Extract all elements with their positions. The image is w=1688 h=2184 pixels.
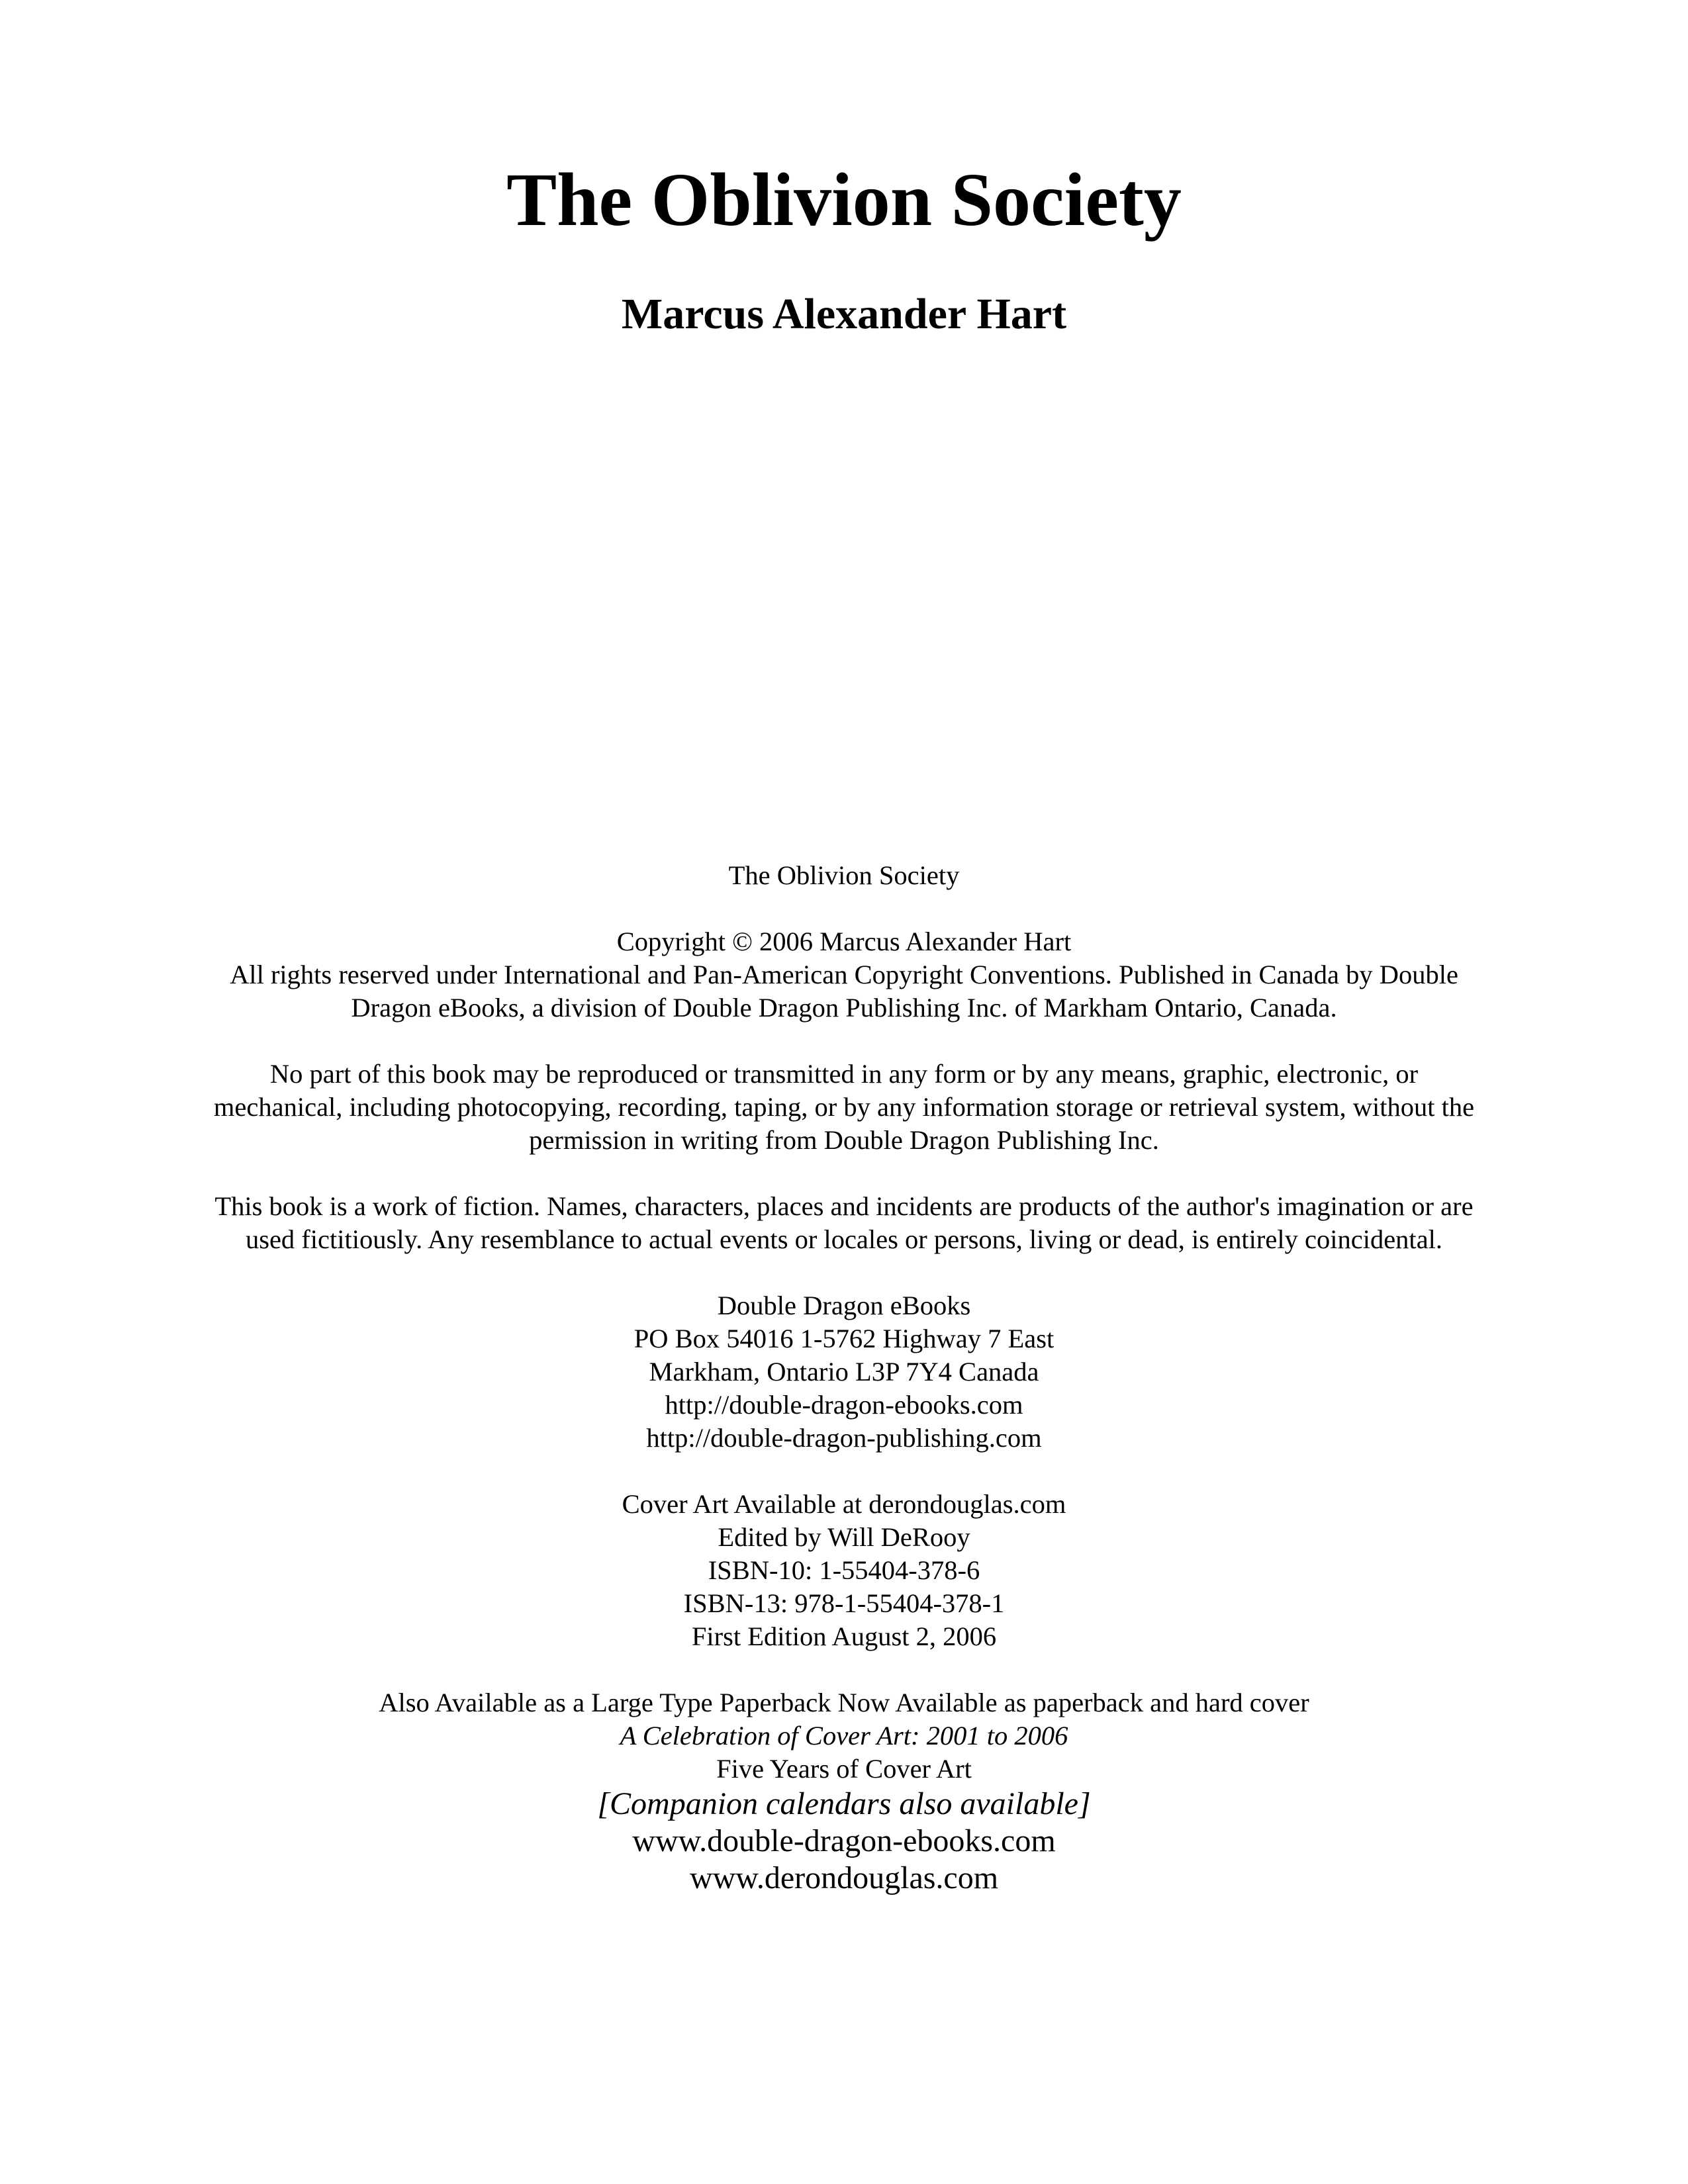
celebration-title: A Celebration of Cover Art: 2001 to 2006 — [620, 1721, 1068, 1751]
cover-art-credit: Cover Art Available at derondouglas.com — [622, 1489, 1066, 1519]
publisher-info — [159, 1289, 1529, 1455]
reproduction-line: mechanical, including photocopying, recording, taping, or by any information storage or retrieval system, without the — [213, 1092, 1475, 1122]
fiction-disclaimer — [159, 1190, 1529, 1256]
publisher-url: http://double-dragon-ebooks.com — [665, 1390, 1023, 1420]
isbn-13: ISBN-13: 978-1-55404-378-1 — [683, 1588, 1005, 1618]
rights-line: Dragon eBooks, a division of Double Dragon Publishing Inc. of Markham Ontario, Canada. — [351, 993, 1337, 1023]
publisher-address: Markham, Ontario L3P 7Y4 Canada — [649, 1357, 1039, 1387]
book-author: Marcus Alexander Hart — [621, 290, 1067, 338]
copyright-block — [159, 859, 1529, 1897]
copyright-book-title: The Oblivion Society — [728, 860, 960, 890]
edition-date: First Edition August 2, 2006 — [691, 1621, 997, 1651]
editor-credit: Edited by Will DeRooy — [718, 1522, 970, 1552]
rights-line: All rights reserved under International and Pan-American Copyright Conventions. Published in Canada by Double — [230, 960, 1458, 989]
also-available-line: Also Available as a Large Type Paperback Now Available as paperback and hard cover — [379, 1688, 1309, 1717]
also-available — [159, 1686, 1529, 1897]
fiction-line: This book is a work of fiction. Names, characters, places and incidents are products of the author's imagination or are — [214, 1191, 1474, 1221]
book-title: The Oblivion Society — [506, 158, 1182, 242]
reproduction-line: permission in writing from Double Dragon Publishing Inc. — [529, 1125, 1159, 1155]
website-link: www.double-dragon-ebooks.com — [632, 1823, 1056, 1858]
five-years-line: Five Years of Cover Art — [716, 1754, 972, 1784]
isbn-10: ISBN-10: 1-55404-378-6 — [708, 1555, 980, 1585]
publisher-address: PO Box 54016 1-5762 Highway 7 East — [633, 1324, 1055, 1353]
rights-paragraph — [159, 925, 1529, 1024]
edition-info — [159, 1488, 1529, 1653]
copyright-line: Copyright © 2006 Marcus Alexander Hart — [616, 927, 1072, 956]
publisher-url: http://double-dragon-publishing.com — [646, 1423, 1042, 1453]
website-link: www.derondouglas.com — [689, 1860, 999, 1895]
publisher-name: Double Dragon eBooks — [717, 1291, 971, 1320]
fiction-line: used fictitiously. Any resemblance to actual events or locales or persons, living or dead, is entirely coincidental. — [245, 1224, 1443, 1254]
reproduction-line: No part of this book may be reproduced or transmitted in any form or by any means, graphic, electronic, or — [269, 1059, 1419, 1089]
calendars-line: [Companion calendars also available] — [597, 1786, 1091, 1821]
reproduction-paragraph — [159, 1058, 1529, 1157]
